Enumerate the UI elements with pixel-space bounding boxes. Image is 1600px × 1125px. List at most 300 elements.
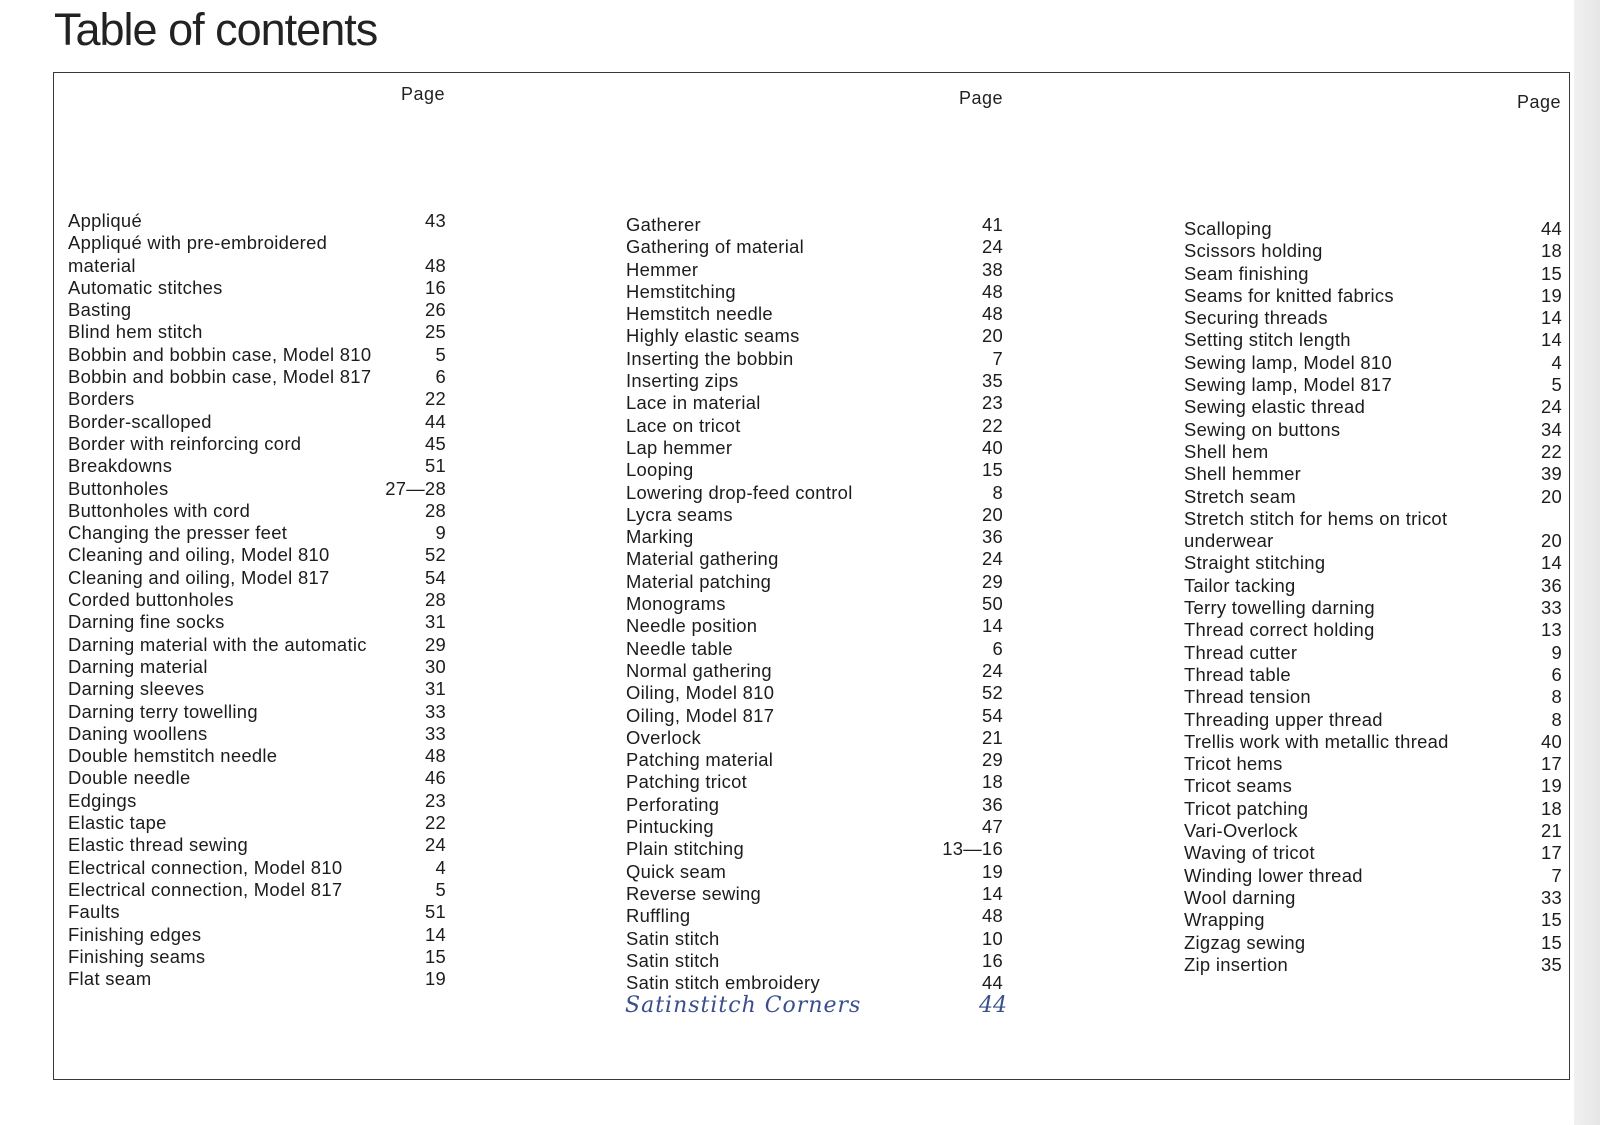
entry-topic: Darning fine socks — [68, 611, 225, 633]
index-entry — [626, 348, 1003, 370]
index-entry — [1184, 842, 1562, 864]
entry-page-number: 16 — [424, 276, 446, 298]
index-entry — [68, 567, 446, 589]
entry-topic: Elastic tape — [68, 812, 167, 834]
entry-topic: Tricot hems — [1184, 753, 1283, 775]
entry-page-number: 48 — [981, 280, 1003, 302]
entry-topic: material — [68, 254, 136, 276]
index-entry — [1184, 753, 1562, 775]
index-entry — [68, 879, 446, 901]
entry-topic: Scalloping — [1184, 218, 1272, 239]
entry-topic: Basting — [68, 299, 132, 321]
entry-topic: Lowering drop-feed control — [626, 481, 853, 503]
entry-page-number: 6 — [1551, 663, 1562, 685]
entry-topic: Satin stitch — [626, 949, 720, 971]
index-entry — [626, 705, 1003, 727]
entry-topic: Appliqué — [68, 210, 142, 231]
index-entry — [1184, 887, 1562, 909]
entry-topic: Oiling, Model 817 — [626, 704, 775, 726]
entry-topic: Scissors holding — [1184, 240, 1323, 262]
entry-page-number: 13—16 — [942, 838, 1003, 860]
index-entry — [626, 281, 1003, 303]
entry-list — [68, 210, 446, 990]
entry-topic: Daning woollens — [68, 722, 208, 744]
page-column-header: Page — [959, 88, 1004, 108]
index-entry — [68, 924, 446, 946]
index-entry — [68, 656, 446, 678]
entry-page-number: 52 — [981, 682, 1003, 704]
entry-page-number: 21 — [981, 726, 1003, 748]
entry-page-number: 13 — [1540, 619, 1562, 641]
entry-topic: Securing threads — [1184, 307, 1328, 329]
entry-page-number: 52 — [424, 544, 446, 566]
entry-topic: Border with reinforcing cord — [68, 432, 302, 454]
index-entry — [1184, 530, 1562, 552]
entry-topic: Thread table — [1184, 663, 1291, 685]
entry-page-number: 19 — [1540, 284, 1562, 306]
index-entry — [626, 504, 1003, 526]
entry-page-number: 29 — [981, 749, 1003, 771]
entry-page-number: 33 — [1540, 886, 1562, 908]
entry-page-number: 9 — [1551, 641, 1562, 663]
index-entry — [626, 950, 1003, 972]
index-entry — [1184, 218, 1562, 240]
entry-topic: Lap hemmer — [626, 436, 733, 458]
entry-page-number: 5 — [435, 878, 446, 900]
index-entry — [1184, 552, 1562, 574]
index-entry — [1184, 865, 1562, 887]
index-entry — [626, 727, 1003, 749]
entry-page-number: 8 — [1551, 708, 1562, 730]
entry-topic: Stretch seam — [1184, 485, 1296, 507]
index-entry — [1184, 263, 1562, 285]
index-entry — [1184, 374, 1562, 396]
index-entry — [626, 459, 1003, 481]
index-entry — [68, 745, 446, 767]
entry-topic: Plain stitching — [626, 838, 744, 860]
index-entry — [68, 701, 446, 723]
index-entry — [626, 259, 1003, 281]
index-entry — [626, 214, 1003, 236]
entry-page-number: 14 — [1540, 329, 1562, 351]
index-entry — [626, 370, 1003, 392]
entry-page-number: 48 — [424, 254, 446, 276]
entry-page-number: 20 — [981, 503, 1003, 525]
index-entry — [68, 544, 446, 566]
index-entry — [68, 299, 446, 321]
entry-page-number: 18 — [981, 771, 1003, 793]
entry-page-number: 47 — [981, 816, 1003, 838]
entry-page-number: 23 — [424, 789, 446, 811]
entry-topic: Darning material with the automatic — [68, 633, 367, 655]
index-entry — [1184, 352, 1562, 374]
entry-page-number: 24 — [981, 548, 1003, 570]
entry-topic: Monograms — [626, 593, 726, 615]
entry-page-number: 15 — [1540, 262, 1562, 284]
entry-page-number: 35 — [981, 370, 1003, 392]
entry-page-number: 44 — [424, 410, 446, 432]
index-entry — [68, 790, 446, 812]
entry-topic: Borders — [68, 388, 135, 410]
index-entry — [626, 816, 1003, 838]
index-entry — [68, 767, 446, 789]
entry-page-number: 5 — [435, 343, 446, 365]
entry-topic: Hemmer — [626, 258, 699, 280]
entry-topic: Double hemstitch needle — [68, 745, 278, 767]
entry-page-number: 14 — [1540, 552, 1562, 574]
entry-topic: Satin stitch embroidery — [626, 972, 820, 994]
entry-page-number: 7 — [1551, 864, 1562, 886]
index-entry — [1184, 642, 1562, 664]
entry-page-number: 17 — [1540, 753, 1562, 775]
entry-topic: Flat seam — [68, 968, 152, 990]
entry-topic: Terry towelling darning — [1184, 597, 1375, 619]
index-entry — [626, 482, 1003, 504]
index-entry — [626, 415, 1003, 437]
entry-page-number: 10 — [981, 927, 1003, 949]
entry-topic: Setting stitch length — [1184, 329, 1351, 351]
entry-page-number: 51 — [424, 455, 446, 477]
entry-topic: Needle position — [626, 615, 758, 637]
index-entry — [68, 255, 446, 277]
index-entry — [1184, 909, 1562, 931]
entry-topic: Border-scalloped — [68, 410, 212, 432]
page-column-header: Page — [1517, 92, 1562, 112]
entry-topic: Vari-Overlock — [1184, 820, 1298, 842]
index-entry — [626, 771, 1003, 793]
entry-topic: Darning terry towelling — [68, 700, 258, 722]
index-entry — [1184, 686, 1562, 708]
index-entry — [626, 861, 1003, 883]
entry-page-number: 8 — [1551, 686, 1562, 708]
entry-page-number: 36 — [981, 793, 1003, 815]
entry-topic: Buttonholes with cord — [68, 499, 251, 521]
entry-page-number: 24 — [981, 236, 1003, 258]
entry-topic: Double needle — [68, 767, 191, 789]
entry-topic: Lace in material — [626, 392, 761, 414]
entry-page-number: 6 — [435, 366, 446, 388]
entry-page-number: 29 — [981, 570, 1003, 592]
entry-page-number: 24 — [424, 834, 446, 856]
index-entry — [1184, 664, 1562, 686]
entry-page-number: 33 — [424, 700, 446, 722]
entry-topic: Cleaning and oiling, Model 817 — [68, 566, 330, 588]
entry-topic: Blind hem stitch — [68, 321, 203, 343]
entry-topic: Hemstitch needle — [626, 303, 773, 325]
index-entry — [1184, 932, 1562, 954]
entry-list — [626, 214, 1003, 994]
entry-topic: Sewing lamp, Model 817 — [1184, 374, 1392, 396]
entry-page-number: 27—28 — [385, 477, 446, 499]
entry-topic: Breakdowns — [68, 455, 173, 477]
index-entry — [68, 455, 446, 477]
entry-page-number: 20 — [981, 325, 1003, 347]
entry-topic: Waving of tricot — [1184, 842, 1315, 864]
index-entry — [1184, 820, 1562, 842]
index-entry — [68, 678, 446, 700]
index-entry — [68, 232, 446, 254]
index-entry — [1184, 798, 1562, 820]
entry-page-number: 17 — [1540, 842, 1562, 864]
index-entry — [626, 794, 1003, 816]
entry-topic: Patching material — [626, 749, 774, 771]
entry-topic: Electrical connection, Model 817 — [68, 878, 343, 900]
entry-topic: Bobbin and bobbin case, Model 817 — [68, 366, 372, 388]
entry-topic: Wrapping — [1184, 909, 1265, 931]
entry-page-number: 36 — [1540, 574, 1562, 596]
entry-page-number: 8 — [992, 481, 1003, 503]
entry-page-number: 44 — [1540, 218, 1562, 239]
entry-page-number: 4 — [1551, 351, 1562, 373]
index-entry — [1184, 954, 1562, 976]
entry-page-number: 18 — [1540, 240, 1562, 262]
index-entry — [626, 905, 1003, 927]
entry-page-number: 44 — [981, 972, 1003, 994]
entry-page-number: 15 — [424, 945, 446, 967]
entry-topic: Winding lower thread — [1184, 864, 1363, 886]
index-entry — [68, 946, 446, 968]
entry-topic: Trellis work with metallic thread — [1184, 730, 1449, 752]
entry-page-number: 14 — [1540, 307, 1562, 329]
index-entry — [626, 571, 1003, 593]
index-entry — [68, 901, 446, 923]
entry-page-number: 51 — [424, 901, 446, 923]
entry-page-number: 26 — [424, 299, 446, 321]
entry-list — [1184, 218, 1562, 976]
index-entry — [68, 834, 446, 856]
entry-topic: Thread correct holding — [1184, 619, 1375, 641]
entry-page-number: 39 — [1540, 463, 1562, 485]
entry-topic: Edgings — [68, 789, 137, 811]
entry-page-number: 48 — [424, 745, 446, 767]
entry-page-number: 15 — [981, 459, 1003, 481]
entry-topic: Lace on tricot — [626, 414, 741, 436]
entry-page-number: 5 — [1551, 374, 1562, 396]
entry-topic: Material patching — [626, 570, 772, 592]
entry-page-number: 33 — [424, 722, 446, 744]
handwritten-page-number: 44 — [979, 993, 1007, 1018]
entry-topic: Tricot patching — [1184, 797, 1309, 819]
index-entry — [68, 522, 446, 544]
index-entry — [68, 857, 446, 879]
index-entry — [626, 660, 1003, 682]
entry-page-number: 24 — [1540, 396, 1562, 418]
entry-topic: Material gathering — [626, 548, 779, 570]
entry-page-number: 9 — [435, 522, 446, 544]
entry-page-number: 31 — [424, 611, 446, 633]
entry-topic: Straight stitching — [1184, 552, 1326, 574]
entry-page-number: 54 — [424, 566, 446, 588]
entry-page-number: 43 — [424, 210, 446, 231]
entry-topic: Thread cutter — [1184, 641, 1298, 663]
entry-page-number: 28 — [424, 499, 446, 521]
index-entry — [68, 812, 446, 834]
entry-topic: Inserting zips — [626, 370, 739, 392]
index-entry — [626, 838, 1003, 860]
entry-topic: Stretch stitch for hems on tricot — [1184, 507, 1448, 529]
entry-topic: Patching tricot — [626, 771, 748, 793]
entry-topic: Oiling, Model 810 — [626, 682, 775, 704]
entry-topic: Electrical connection, Model 810 — [68, 856, 343, 878]
index-entry — [626, 749, 1003, 771]
index-entry — [68, 388, 446, 410]
entry-page-number: 34 — [1540, 418, 1562, 440]
entry-topic: Lycra seams — [626, 503, 733, 525]
index-entry — [68, 589, 446, 611]
entry-topic: Highly elastic seams — [626, 325, 800, 347]
index-entry — [68, 321, 446, 343]
entry-page-number: 15 — [1540, 931, 1562, 953]
index-entry — [1184, 575, 1562, 597]
index-entry — [626, 972, 1003, 994]
entry-topic: Darning sleeves — [68, 678, 205, 700]
index-entry — [68, 433, 446, 455]
index-entry — [68, 344, 446, 366]
entry-topic: Zip insertion — [1184, 953, 1289, 975]
index-entry — [1184, 285, 1562, 307]
index-entry — [626, 883, 1003, 905]
index-entry — [68, 210, 446, 232]
index-entry — [626, 682, 1003, 704]
index-entry — [626, 615, 1003, 637]
entry-page-number: 7 — [992, 347, 1003, 369]
index-entry — [1184, 508, 1562, 530]
index-entry — [1184, 240, 1562, 262]
entry-topic: Satin stitch — [626, 927, 720, 949]
entry-page-number: 46 — [424, 767, 446, 789]
entry-topic: Buttonholes — [68, 477, 169, 499]
index-entry — [626, 392, 1003, 414]
entry-topic: Ruffling — [626, 905, 691, 927]
entry-topic: Sewing elastic thread — [1184, 396, 1366, 418]
index-entry — [1184, 329, 1562, 351]
index-entry — [626, 303, 1003, 325]
entry-topic: Sewing on buttons — [1184, 418, 1341, 440]
entry-topic: Thread tension — [1184, 686, 1311, 708]
index-entry — [1184, 441, 1562, 463]
entry-page-number: 14 — [981, 882, 1003, 904]
entry-page-number: 35 — [1540, 953, 1562, 975]
entry-page-number: 41 — [981, 214, 1003, 235]
entry-topic: Perforating — [626, 793, 720, 815]
entry-page-number: 25 — [424, 321, 446, 343]
entry-page-number: 45 — [424, 432, 446, 454]
index-entry — [626, 236, 1003, 258]
entry-page-number: 6 — [992, 637, 1003, 659]
entry-page-number: 20 — [1540, 530, 1562, 552]
entry-topic: Elastic thread sewing — [68, 834, 249, 856]
entry-page-number: 29 — [424, 633, 446, 655]
entry-page-number: 14 — [424, 923, 446, 945]
index-entry — [626, 526, 1003, 548]
entry-page-number: 48 — [981, 905, 1003, 927]
entry-page-number: 30 — [424, 655, 446, 677]
entry-topic: Automatic stitches — [68, 276, 223, 298]
entry-page-number: 16 — [981, 949, 1003, 971]
entry-topic: Gatherer — [626, 214, 701, 235]
entry-page-number: 4 — [435, 856, 446, 878]
entry-page-number: 22 — [981, 414, 1003, 436]
entry-topic: Reverse sewing — [626, 882, 762, 904]
entry-page-number: 22 — [1540, 440, 1562, 462]
entry-page-number: 14 — [981, 615, 1003, 637]
entry-page-number: 19 — [424, 968, 446, 990]
index-entry — [68, 634, 446, 656]
entry-topic: underwear — [1184, 530, 1274, 552]
entry-topic: Changing the presser feet — [68, 522, 288, 544]
entry-page-number: 22 — [424, 388, 446, 410]
index-entry — [68, 366, 446, 388]
entry-page-number: 48 — [981, 303, 1003, 325]
entry-topic: Pintucking — [626, 816, 714, 838]
handwritten-entry: Satinstitch Corners — [625, 993, 862, 1018]
entry-page-number: 28 — [424, 589, 446, 611]
entry-page-number: 19 — [981, 860, 1003, 882]
entry-topic: Appliqué with pre-embroidered — [68, 232, 328, 254]
entry-topic: Quick seam — [626, 860, 727, 882]
index-entry — [1184, 486, 1562, 508]
entry-topic: Hemstitching — [626, 280, 736, 302]
entry-page-number: 40 — [981, 436, 1003, 458]
page-column-header: Page — [401, 84, 446, 104]
index-entry — [1184, 419, 1562, 441]
entry-topic: Zigzag sewing — [1184, 931, 1306, 953]
index-entry — [1184, 709, 1562, 731]
entry-topic: Tricot seams — [1184, 775, 1293, 797]
entry-topic: Overlock — [626, 726, 701, 748]
index-entry — [1184, 463, 1562, 485]
entry-page-number: 15 — [1540, 909, 1562, 931]
entry-topic: Tailor tacking — [1184, 574, 1296, 596]
index-entry — [1184, 619, 1562, 641]
entry-topic: Inserting the bobbin — [626, 347, 794, 369]
index-entry — [68, 411, 446, 433]
entry-topic: Wool darning — [1184, 886, 1296, 908]
index-entry — [1184, 396, 1562, 418]
entry-page-number: 38 — [981, 258, 1003, 280]
entry-topic: Seam finishing — [1184, 262, 1309, 284]
entry-topic: Corded buttonholes — [68, 589, 234, 611]
index-entry — [626, 548, 1003, 570]
entry-page-number: 33 — [1540, 597, 1562, 619]
entry-page-number: 40 — [1540, 730, 1562, 752]
index-entry — [1184, 597, 1562, 619]
entry-topic: Bobbin and bobbin case, Model 810 — [68, 343, 372, 365]
entry-topic: Looping — [626, 459, 694, 481]
entry-topic: Threading upper thread — [1184, 708, 1383, 730]
index-entry — [68, 478, 446, 500]
entry-topic: Shell hem — [1184, 440, 1269, 462]
entry-topic: Darning material — [68, 655, 208, 677]
index-entry — [626, 593, 1003, 615]
page-title: Table of contents — [54, 4, 378, 55]
entry-page-number: 18 — [1540, 797, 1562, 819]
entry-topic: Marking — [626, 526, 694, 548]
entry-topic: Faults — [68, 901, 120, 923]
index-entry — [68, 277, 446, 299]
entry-page-number: 24 — [981, 659, 1003, 681]
entry-page-number: 20 — [1540, 485, 1562, 507]
index-entry — [626, 928, 1003, 950]
index-entry — [626, 437, 1003, 459]
entry-page-number: 36 — [981, 526, 1003, 548]
entry-page-number: 19 — [1540, 775, 1562, 797]
entry-page-number: 31 — [424, 678, 446, 700]
entry-page-number: 54 — [981, 704, 1003, 726]
page-edge-shading — [1574, 0, 1600, 1125]
entry-page-number: 23 — [981, 392, 1003, 414]
entry-page-number: 22 — [424, 812, 446, 834]
